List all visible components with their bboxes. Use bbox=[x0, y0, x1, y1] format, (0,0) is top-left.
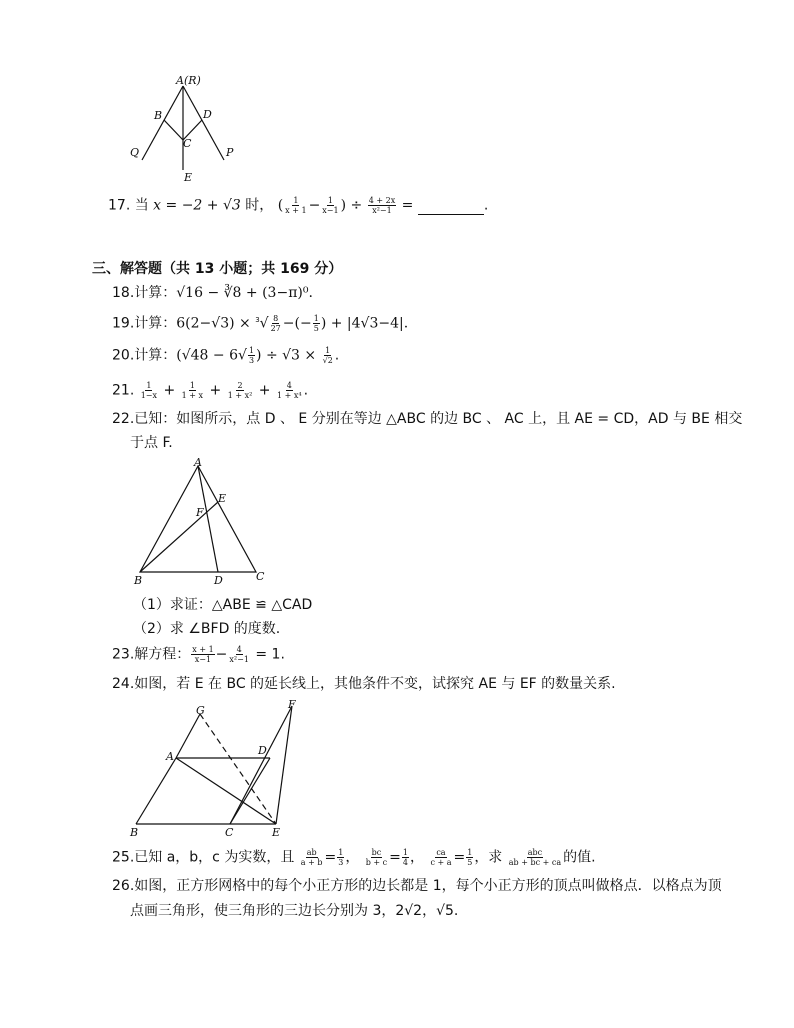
line-ga bbox=[176, 714, 200, 758]
question-22-part1: （1）求证：△ABE ≌ △CAD bbox=[133, 597, 313, 613]
label-a: A bbox=[166, 750, 174, 763]
label-f: F bbox=[196, 506, 204, 519]
question-19: 19.计算：6(2−√3) × $^3$√ $\frac{8}{27}$ −(− $\frac{1}{5}$ ) + |4√3−4|. bbox=[112, 314, 409, 334]
question-26-line1: 26.如图，正方形网格中的每个小正方形的边长都是 1，每个小正方形的顶点叫做格点．以格点为顶 bbox=[112, 878, 722, 894]
question-20: 20.计算：(√48 − 6√ $\frac{1}{3}$ ) ÷ √3 × $\frac{1}{√2}$ . bbox=[112, 346, 340, 365]
label-a: A bbox=[194, 456, 202, 469]
question-17: 17. 当 x = −2 + √3 时， ( $\frac{1}{x + 1}$ − $\frac{1}{x-1}$ ) ÷ $\frac{4 + 2x}{\text{x²−1}}$ = . bbox=[108, 196, 489, 215]
line-ae bbox=[176, 758, 276, 824]
label-q: Q bbox=[130, 146, 140, 159]
answer-blank[interactable] bbox=[418, 202, 484, 215]
label-b: B bbox=[134, 574, 143, 587]
label-d: D bbox=[258, 744, 267, 757]
question-23: 23.解方程： $\frac{x + 1}{x-1}$ − $\frac{4}{\text{x²−1}}$ = 1. bbox=[112, 645, 285, 664]
label-f: F bbox=[288, 698, 296, 711]
label-d: D bbox=[214, 574, 223, 587]
label-p: P bbox=[226, 146, 234, 159]
figure-angle-instrument bbox=[120, 72, 250, 184]
question-21: 21. $\frac{1}{1-x}$ + $\frac{1}{1 + x}$ + $\frac{2}{\text{1 + x²}}$ + $\frac{4}{\text{1 + x⁴}}$ . bbox=[112, 381, 309, 400]
question-25: 25.已知 a，b，c 为实数，且 $\frac{ab}{a + b}$ = $\frac{1}{3}$ ， $\frac{bc}{b + c}$ = $\frac{1}{4}$ ， $\frac{ca}{c + a}$ = $\frac{1}{5}$ ，求 $\frac{\text{abc}}{ab + bc + ca}$ 的值. bbox=[112, 848, 596, 867]
line-fe bbox=[276, 706, 292, 824]
line-dc bbox=[230, 758, 270, 824]
question-18: 18.计算：√16 − ∛8 + (3−π)⁰. bbox=[112, 285, 313, 301]
line-fc bbox=[230, 706, 292, 824]
line-ab bbox=[136, 758, 176, 824]
question-22-line1: 22.已知：如图所示，点 D 、 E 分别在等边 △ABC 的边 BC 、 AC 上，且 AE = CD，AD 与 BE 相交 bbox=[112, 411, 743, 427]
question-22-part2: （2）求 ∠BFD 的度数. bbox=[133, 621, 281, 637]
line-aq bbox=[142, 86, 183, 160]
question-22-line2: 于点 F. bbox=[130, 435, 173, 451]
label-a-r: A(R) bbox=[176, 74, 201, 87]
label-g: G bbox=[196, 704, 205, 717]
line-bc bbox=[164, 120, 183, 140]
label-e: E bbox=[184, 171, 193, 184]
question-26-line2: 点画三角形，使三角形的三边长分别为 3，2√2，√5. bbox=[130, 903, 459, 919]
label-e: E bbox=[218, 492, 227, 505]
section-3-heading: 三、解答题（共 13 小题；共 169 分） bbox=[92, 261, 343, 277]
label-e: E bbox=[272, 826, 281, 839]
label-c: C bbox=[256, 570, 265, 583]
question-24: 24.如图，若 E 在 BC 的延长线上，其他条件不变，试探究 AE 与 EF 的数量关系. bbox=[112, 676, 616, 692]
label-b: B bbox=[130, 826, 139, 839]
line-be bbox=[140, 502, 218, 572]
label-c: C bbox=[225, 826, 234, 839]
label-c: C bbox=[183, 137, 192, 150]
label-b: B bbox=[154, 109, 163, 122]
figure-equilateral-triangle bbox=[130, 456, 270, 590]
figure-parallelogram bbox=[124, 696, 304, 842]
line-ad bbox=[198, 466, 218, 572]
label-d: D bbox=[203, 108, 212, 121]
